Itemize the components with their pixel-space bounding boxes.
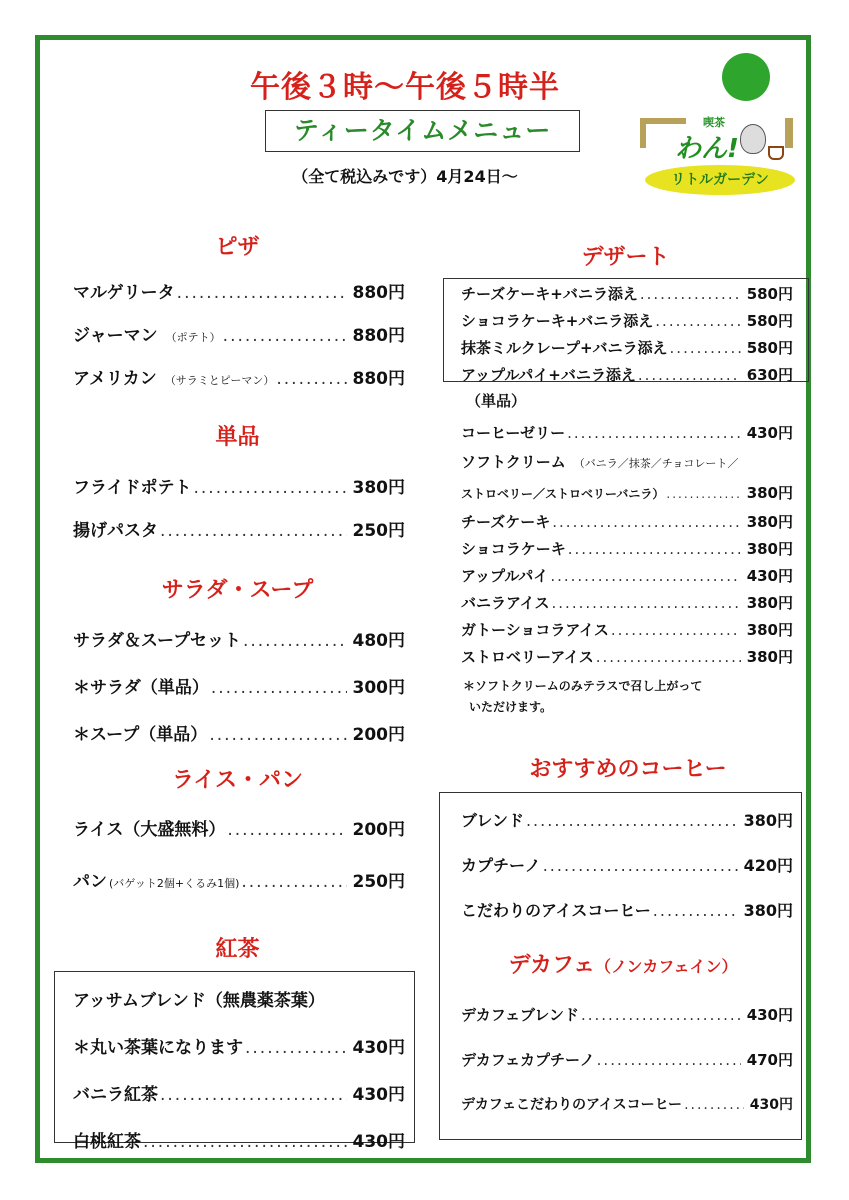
menu-item: パン (バゲット2個+くるみ1個) ..... 250円: [73, 867, 405, 892]
menu-item: ガトーショコラアイス ..... 380円: [461, 619, 793, 640]
menu-item: カプチーノ ..... 420円: [461, 853, 793, 876]
section-heading-pizza: ピザ: [215, 235, 260, 260]
menu-item: ＊丸い茶葉になります ..... 430円: [73, 1033, 405, 1058]
section-heading-salad: サラダ・スープ: [161, 578, 314, 603]
menu-item: バニラアイス ..... 380円: [461, 592, 793, 613]
menu-item: ＊スープ（単品） ..... 200円: [73, 720, 405, 745]
page-title: 午後３時～午後５時半: [250, 70, 560, 105]
menu-item: 抹茶ミルクレープ+バニラ添え ..... 580円: [461, 337, 793, 358]
rice-list: [73, 815, 405, 892]
logo-banner: リトルガーデン: [645, 165, 795, 195]
logo-bar-left: [640, 118, 686, 124]
coffee-list: [461, 808, 793, 921]
menu-item: フライドポテト ..... 380円: [73, 473, 405, 498]
menu-item: マルゲリータ ..... 880円: [73, 278, 405, 303]
menu-item: デカフェブレンド ..... 430円: [461, 1004, 793, 1025]
pizza-list: [73, 278, 405, 389]
menu-item: サラダ＆スープセット ..... 480円: [73, 626, 405, 651]
menu-item: ブレンド ..... 380円: [461, 808, 793, 831]
menu-item: バニラ紅茶 ..... 430円: [73, 1080, 405, 1105]
menu-item: 白桃紅茶 ..... 430円: [73, 1127, 405, 1152]
menu-item: ＊サラダ（単品） ..... 300円: [73, 673, 405, 698]
menu-item: アメリカン （サラミとピーマン） ..... 880円: [73, 364, 405, 389]
menu-subtitle: ティータイムメニュー: [265, 110, 580, 152]
logo-wan: わん!: [675, 134, 739, 164]
menu-item: アップルパイ ..... 430円: [461, 565, 793, 586]
section-heading-single: 単品: [215, 425, 260, 450]
tea-list: [73, 986, 405, 1152]
soft-cream-note: ＊ソフトクリームのみテラスで召し上がって いただけます。: [463, 679, 703, 714]
section-heading-dessert: デザート: [581, 245, 670, 270]
tea-intro: アッサムブレンド（無農薬茶葉）: [73, 991, 325, 1011]
soft-cream-line1: ソフトクリーム （バニラ／抹茶／チョコレート／: [461, 453, 739, 471]
menu-item: ショコラケーキ+バニラ添え ..... 580円: [461, 310, 793, 331]
logo-bar-right: [785, 118, 793, 148]
logo-bar-left-vertical: [640, 118, 646, 148]
menu-item: 揚げパスタ ..... 250円: [73, 516, 405, 541]
menu-item: デカフェこだわりのアイスコーヒー ..... 430円: [461, 1094, 793, 1114]
menu-item: ストロベリー／ストロベリーバニラ） ..... 380円: [461, 482, 793, 503]
tax-note: （全て税込みです）4月24日～: [292, 167, 518, 186]
coffee-cup-icon: [768, 146, 784, 160]
menu-item: デカフェカプチーノ ..... 470円: [461, 1049, 793, 1070]
menu-item: ショコラケーキ ..... 380円: [461, 538, 793, 559]
menu-item: コーヒーゼリー ..... 430円: [461, 422, 793, 443]
menu-item: ジャーマン （ポテト） ..... 880円: [73, 321, 405, 346]
menu-item: ライス（大盛無料） ..... 200円: [73, 815, 405, 840]
menu-item: アップルパイ+バニラ添え ..... 630円: [461, 364, 793, 385]
section-heading-tea: 紅茶: [215, 937, 260, 962]
menu-item: ストロベリーアイス ..... 380円: [461, 646, 793, 667]
decaf-list: [461, 1004, 793, 1114]
menu-item: チーズケーキ ..... 380円: [461, 511, 793, 532]
dessert-set-list: [461, 283, 793, 385]
salad-list: [73, 626, 405, 745]
logo-green-dot: [722, 53, 770, 101]
menu-item: チーズケーキ+バニラ添え ..... 580円: [461, 283, 793, 304]
section-heading-coffee: おすすめのコーヒー: [529, 757, 727, 782]
logo-kissa: 喫茶: [703, 116, 725, 129]
menu-item: こだわりのアイスコーヒー ..... 380円: [461, 898, 793, 921]
section-heading-rice: ライス・パン: [171, 768, 304, 793]
dessert-single-list: [461, 422, 793, 667]
single-list: [73, 473, 405, 541]
section-heading-decaf: デカフェ（ノンカフェイン）: [508, 953, 738, 978]
single-label: （単品）: [466, 392, 527, 410]
dog-icon: [740, 124, 766, 154]
